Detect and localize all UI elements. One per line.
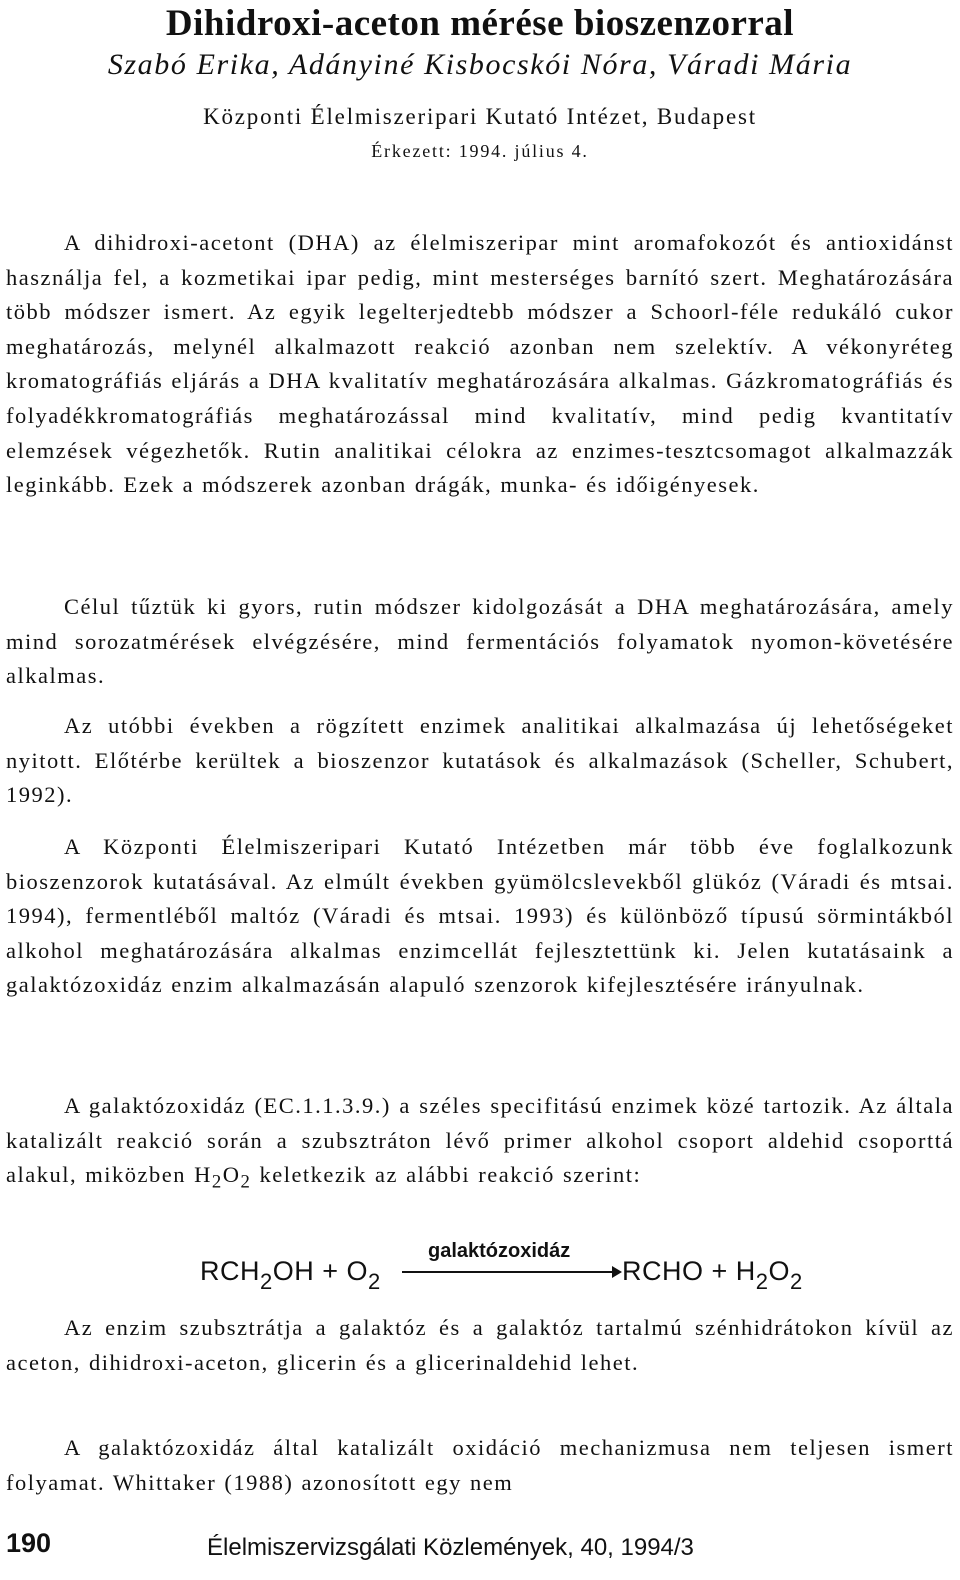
paragraph-text-part: O	[222, 1162, 241, 1188]
eq-text: OH + O	[272, 1256, 369, 1286]
paragraph-text: A Központi Élelmiszeripari Kutató Intézetben már több éve foglalkozunk bioszenzorok kutatásával. Az elmúlt években gyümölcslevekből glükóz (Váradi és mtsai. 1994), fermentléből maltóz (Váradi és mtsai. 1993) és különböző típusú sörmintákból alkohol meghatározására alkalmas enzimcellát fejlesztettünk ki. Jelen kutatásaink a galaktózoxidáz enzim alkalmazásán alapuló szenzorok kifejlesztésére irányulnak.	[6, 834, 954, 998]
subscript: 2	[211, 1171, 223, 1193]
affiliation: Központi Élelmiszeripari Kutató Intézet, Budapest	[203, 104, 757, 129]
received-date: Érkezett: 1994. július 4.	[371, 141, 589, 161]
eq-text: RCHO + H	[622, 1256, 756, 1286]
paragraph-text	[6, 1089, 954, 1200]
equation-products	[622, 1256, 803, 1295]
paper-title: Dihidroxi-aceton mérése bioszenzorral	[165, 3, 795, 44]
paragraph-text: Célul tűztük ki gyors, rutin módszer kidolgozását a DHA meghatározására, amely mind sorozatmérések elvégzésére, mind fermentációs folyamatok nyomon-követésére alkalmas.	[6, 594, 954, 689]
equation-reactants	[200, 1256, 381, 1295]
paragraph-text: Az enzim szubsztrátja a galaktóz és a galaktóz tartalmú szénhidrátokon kívül az aceton, dihidroxi-aceton, glicerin és a glicerinaldehid lehet.	[6, 1315, 954, 1375]
subscript: 2	[240, 1171, 252, 1193]
body-paragraph-6	[6, 1311, 954, 1380]
body-paragraph-7	[6, 1431, 954, 1500]
paragraph-text-part: keletkezik az alábbi reakció szerint:	[251, 1162, 642, 1188]
authors: Szabó Erika, Adányiné Kisbocskói Nóra, Váradi Mária	[107, 48, 853, 81]
eq-text: RCH	[200, 1256, 260, 1286]
eq-text: O	[768, 1256, 791, 1286]
subscript: 2	[368, 1269, 381, 1294]
paragraph-text: Az utóbbi években a rögzített enzimek analitikai alkalmazása új lehetőségeket nyitott. Előtérbe kerültek a bioszenzor kutatások és alkalmazások (Scheller, Schubert, 1992).	[6, 713, 954, 808]
body-paragraph-3	[6, 709, 954, 813]
body-paragraph-5	[6, 1089, 954, 1200]
subscript: 2	[790, 1269, 803, 1294]
paragraph-text-part: A galaktózoxidáz (EC.1.1.3.9.) a széles specifitású enzimek közé tartozik. Az általa katalizált reakció során a szubsztráton lévő primer alkohol csoport aldehid csoporttá alakul, miközben H	[6, 1093, 954, 1188]
reaction-arrow-icon	[400, 1262, 624, 1282]
body-paragraph-1	[6, 226, 954, 503]
subscript: 2	[755, 1269, 769, 1294]
reaction-equation	[200, 1240, 840, 1300]
page-number: 190	[6, 1528, 52, 1558]
subscript: 2	[260, 1269, 273, 1294]
body-paragraph-4	[6, 830, 954, 1003]
paragraph-text: A dihidroxi-acetont (DHA) az élelmiszeripar mint aromafokozót és antioxidánst használja fel, a kozmetikai ipar pedig, mint mesterséges barnító szert. Meghatározására több módszer ismert. Az egyik legelterjedtebb módszer a Schoorl-féle redukáló cukor meghatározás, melynél alkalmazott reakció azonban nem szelektív. A vékonyréteg kromatográfiás eljárás a DHA kvalitatív meghatározására alkalmas. Gázkromatográfiás és folyadékkromatográfiás meghatározással mind kvalitatív, mind pedig kvantitatív elemzések végezhetők. Rutin analitikai célokra az enzimes-tesztcsomagot alkalmazzák leginkább. Ezek a módszerek azonban drágák, munka- és időigényesek.	[6, 230, 954, 498]
body-paragraph-2	[6, 590, 954, 694]
journal-reference: Élelmiszervizsgálati Közlemények, 40, 1994/3	[207, 1534, 694, 1561]
equation-enzyme-label: galaktózoxidáz	[428, 1240, 571, 1262]
paragraph-text: A galaktózoxidáz által katalizált oxidáció mechanizmusa nem teljesen ismert folyamat. Whittaker (1988) azonosított egy nem	[6, 1435, 954, 1495]
